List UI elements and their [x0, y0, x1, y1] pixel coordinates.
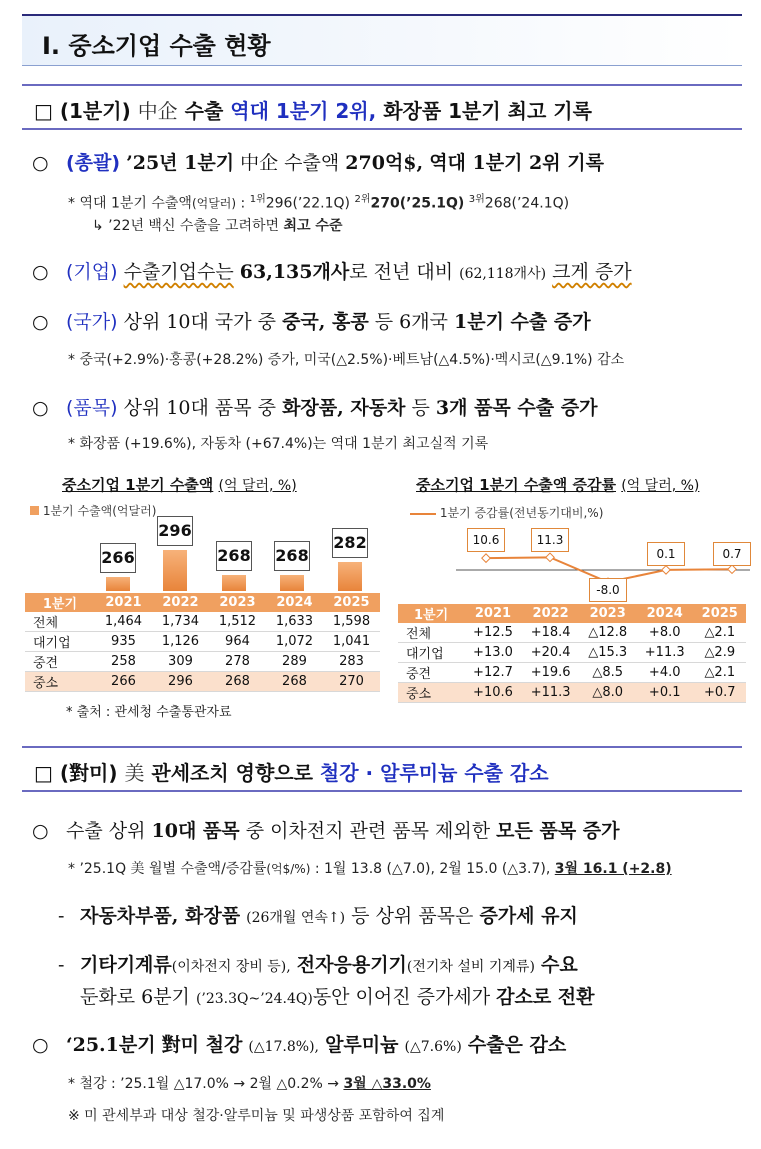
bar-value-label: 268 — [216, 541, 252, 571]
table-header-row — [25, 593, 380, 612]
rank-label: 1위 — [249, 194, 266, 205]
note-text: (억$/%) — [266, 862, 311, 876]
table-cell: +8.0 — [636, 623, 694, 643]
table-cell: △2.1 — [694, 663, 746, 683]
table-cell: 266 — [95, 672, 152, 692]
note-text: 역대 1분기 수출액 — [79, 195, 192, 212]
point-value-label: 10.6 — [467, 528, 505, 552]
bullet-text: 전자응용기기 — [296, 954, 407, 976]
legend-line-icon — [410, 513, 436, 515]
table-cell: 268 — [266, 672, 323, 692]
right-chart-title — [416, 474, 699, 495]
bullet-text: 역대 1분기 2위 기록 — [429, 152, 604, 174]
bullet-text: 알루미늄 — [325, 1034, 399, 1056]
table-cell: 258 — [95, 652, 152, 672]
table-row — [398, 683, 746, 703]
note-text: ↳ ’22년 백신 수출을 고려하면 — [92, 218, 280, 234]
table-cell: △2.9 — [694, 643, 746, 663]
bullet-label: (기업) — [66, 261, 118, 283]
note-star: * — [68, 436, 75, 452]
table-header-year: 2025 — [323, 593, 380, 612]
note-text: 중국(+2.9%)·홍콩(+28.2%) 증가, 미국(△2.5%)·베트남(△4.5%)·멕시코(△9.1%) 감소 — [79, 352, 625, 368]
bullet-label: (총괄) — [66, 152, 121, 174]
table-header-year: 2025 — [694, 604, 746, 623]
bullet-products — [32, 393, 597, 420]
bar-2023 — [222, 575, 246, 591]
table-row-label: 중견 — [25, 652, 95, 672]
table-row — [398, 623, 746, 643]
rank-label: 2위 — [354, 194, 371, 205]
note-record — [68, 190, 569, 213]
bullet-text: 감소로 전환 — [496, 986, 595, 1008]
table-row-label: 전체 — [398, 623, 464, 643]
table-cell: +11.3 — [636, 643, 694, 663]
bullet-text: 크게 증가 — [552, 261, 632, 283]
bullet-text: 로 전년 대비 — [349, 261, 454, 283]
section-heading-2 — [22, 746, 742, 792]
rank-value: 268(’24.1Q) — [484, 195, 570, 212]
s2-bullet-steel — [32, 1030, 566, 1057]
left-chart-legend — [30, 502, 156, 519]
bullet-text: 수출은 감소 — [467, 1034, 567, 1056]
bullet-text: 화장품, 자동차 — [282, 397, 406, 419]
table-cell: +18.4 — [522, 623, 580, 643]
table-cell: 1,734 — [152, 612, 209, 632]
bullet-text: (△17.8%), — [248, 1039, 320, 1055]
table-cell: +12.7 — [464, 663, 522, 683]
table-header-year: 2021 — [95, 593, 152, 612]
point-value-label: -8.0 — [589, 578, 627, 602]
section-tag2: 中企 — [137, 99, 178, 123]
section-part1: 수출 — [184, 99, 224, 123]
bullet-text: 중국, 홍콩 — [282, 311, 369, 333]
note-text: : — [236, 195, 250, 212]
left-chart-title-text: 중소기업 1분기 수출액 — [62, 476, 214, 494]
bullet-summary — [32, 148, 604, 175]
table-header-year: 2023 — [209, 593, 266, 612]
bullet-text: 對미 철강 — [161, 1034, 243, 1056]
dash-mark: - — [58, 905, 65, 927]
point-2024 — [662, 566, 670, 574]
section-part3: 화장품 1분기 최고 기록 — [383, 99, 592, 123]
note-star: * — [68, 195, 75, 212]
table-cell: 1,512 — [209, 612, 266, 632]
bullet-mark: ○ — [32, 820, 49, 842]
bullet-text: 자동차부품, 화장품 — [80, 905, 241, 927]
table-header-label: 1분기 — [398, 604, 464, 623]
page-title: Ⅰ. 중소기업 수출 현황 — [42, 32, 271, 60]
bullet-text: 1분기 수출 증가 — [454, 311, 591, 333]
bar-2024 — [280, 575, 304, 591]
table-cell: +4.0 — [636, 663, 694, 683]
table-cell: +20.4 — [522, 643, 580, 663]
bullet-mark: ○ — [32, 397, 49, 419]
bar-value-label: 282 — [332, 528, 368, 558]
right-line-chart — [400, 520, 750, 604]
section-part2: 역대 1분기 2위, — [230, 99, 377, 123]
table-row — [25, 612, 380, 632]
table-cell: △12.8 — [579, 623, 635, 643]
bullet-text: 270억$, — [345, 152, 424, 174]
rank-value: 270(’25.1Q) — [370, 195, 465, 212]
section-part2: 철강 · 알루미늄 수출 감소 — [319, 761, 549, 785]
note-products — [68, 433, 488, 453]
section-box-mark: □ — [34, 99, 53, 123]
bullet-text: (△7.6%) — [404, 1039, 462, 1055]
table-row — [25, 672, 380, 692]
bullet-text: 수출 상위 — [66, 820, 146, 842]
table-row — [25, 652, 380, 672]
note-vaccine — [92, 215, 342, 235]
note-scope: ※ 미 관세부과 대상 철강·알루미늄 및 파생상품 포함하여 집계 — [68, 1108, 445, 1124]
section-tag: (1분기) — [59, 99, 131, 123]
bullet-text: 기타기계류 — [80, 954, 172, 976]
bullet-text: 둔화로 6분기 — [80, 986, 190, 1008]
bullet-countries — [32, 307, 591, 334]
note-text: : 1월 13.8 (△7.0), 2월 15.0 (△3.7), — [310, 861, 551, 877]
table-cell: 309 — [152, 652, 209, 672]
table-header-year: 2022 — [152, 593, 209, 612]
table-cell: 270 — [323, 672, 380, 692]
bullet-text: 중 이차전지 관련 품목 제외한 — [245, 820, 491, 842]
table-header-year: 2023 — [579, 604, 635, 623]
table-cell: △8.0 — [579, 683, 635, 703]
bar-value-label: 268 — [274, 541, 310, 571]
table-cell: △15.3 — [579, 643, 635, 663]
bullet-mark: ○ — [32, 261, 49, 283]
table-cell: 283 — [323, 652, 380, 672]
right-data-table — [398, 604, 746, 703]
note-text: 화장품 (+19.6%), 자동차 (+67.4%)는 역대 1분기 최고실적 기록 — [79, 436, 489, 452]
left-legend-label: 1분기 수출액(억달러) — [42, 504, 157, 518]
table-header-year: 2021 — [464, 604, 522, 623]
bullet-text: 63,135개사 — [239, 261, 350, 283]
table-cell: 1,464 — [95, 612, 152, 632]
point-2022 — [546, 553, 554, 561]
table-row — [398, 643, 746, 663]
note-countries — [68, 349, 624, 369]
table-cell: 1,598 — [323, 612, 380, 632]
section-box-mark: □ — [34, 761, 53, 785]
table-cell: △2.1 — [694, 623, 746, 643]
table-row-label: 전체 — [25, 612, 95, 632]
note-star: * — [68, 352, 75, 368]
bullet-text: (전기차 설비 기계류) — [406, 959, 535, 975]
point-value-label: 0.7 — [713, 542, 751, 566]
bullet-text: 등 상위 품목은 — [351, 905, 474, 927]
table-row-label: 중견 — [398, 663, 464, 683]
bullet-text: (’23.3Q~’24.4Q) — [195, 991, 313, 1007]
bullet-text: 동안 이어진 증가세가 — [312, 986, 491, 1008]
bullet-text: ‘25.1분기 — [66, 1034, 156, 1056]
table-cell: 1,126 — [152, 632, 209, 652]
s2-bullet-top10 — [32, 816, 620, 843]
bar-2022 — [163, 550, 187, 591]
point-value-label: 0.1 — [647, 542, 685, 566]
right-legend-label: 1분기 증감률(전년동기대비,%) — [439, 506, 604, 520]
table-row-label: 중소 — [398, 683, 464, 703]
table-row-label: 대기업 — [398, 643, 464, 663]
bullet-text: (62,118개사) — [459, 266, 547, 282]
table-header-year: 2024 — [266, 593, 323, 612]
bullet-text: 등 6개국 — [374, 311, 448, 333]
table-header-label: 1분기 — [25, 593, 95, 612]
point-2025 — [728, 565, 736, 573]
rank-label: 3위 — [468, 194, 485, 205]
table-row-label: 중소 — [25, 672, 95, 692]
note-star: * — [68, 1076, 75, 1092]
table-header-year: 2022 — [522, 604, 580, 623]
note-monthly — [68, 858, 672, 878]
legend-swatch-icon — [30, 506, 39, 515]
bar-2025 — [338, 562, 362, 591]
bullet-text: 상위 10대 국가 중 — [123, 311, 277, 333]
bar-2021 — [106, 577, 130, 591]
table-cell: +11.3 — [522, 683, 580, 703]
page-title-bar — [22, 14, 742, 66]
bullet-text: 수요 — [540, 954, 578, 976]
table-cell: +12.5 — [464, 623, 522, 643]
bullet-companies — [32, 257, 632, 284]
table-cell: 1,072 — [266, 632, 323, 652]
note-text: (억달러) — [191, 196, 237, 211]
bullet-text: 10대 품목 — [151, 820, 240, 842]
note-text: ’25.1Q 美 월별 수출액/증감률 — [79, 861, 267, 877]
section-tag: (對미) — [59, 761, 118, 785]
note-text: 3월 △33.0% — [343, 1076, 431, 1092]
note-text: 최고 수준 — [283, 218, 343, 234]
table-cell: +0.1 — [636, 683, 694, 703]
section-tag2: 美 — [124, 761, 145, 785]
bullet-text: ’25년 1분기 — [126, 152, 235, 174]
table-cell: 964 — [209, 632, 266, 652]
bullet-text: 상위 10대 품목 중 — [123, 397, 277, 419]
table-cell: 296 — [152, 672, 209, 692]
rank-value: 296(’22.1Q) — [265, 195, 351, 212]
s2-dash-2-cont — [80, 982, 595, 1009]
table-cell: +19.6 — [522, 663, 580, 683]
table-cell: 289 — [266, 652, 323, 672]
note-text: 3월 16.1 (+2.8) — [554, 861, 672, 877]
table-cell: +10.6 — [464, 683, 522, 703]
note-text: 철강 : ’25.1월 △17.0% → 2월 △0.2% → — [79, 1076, 339, 1092]
table-header-year: 2024 — [636, 604, 694, 623]
bullet-mark: ○ — [32, 1034, 49, 1056]
note-steel — [68, 1073, 431, 1093]
table-cell: 278 — [209, 652, 266, 672]
right-chart-unit: (억 달러, %) — [621, 478, 700, 494]
table-cell: 1,633 — [266, 612, 323, 632]
s2-dash-1 — [58, 901, 578, 928]
dash-mark: - — [58, 954, 65, 976]
bar-value-label: 266 — [100, 543, 136, 573]
bullet-text: (이차전지 장비 등), — [171, 959, 291, 975]
left-chart-unit: (억 달러, %) — [218, 478, 297, 494]
table-row — [25, 632, 380, 652]
bullet-text: 모든 품목 증가 — [496, 820, 620, 842]
bullet-mark: ○ — [32, 152, 49, 174]
table-row-label: 대기업 — [25, 632, 95, 652]
table-header-row — [398, 604, 746, 623]
table-cell: +0.7 — [694, 683, 746, 703]
table-row — [398, 663, 746, 683]
left-chart-title — [62, 474, 297, 495]
table-cell: 268 — [209, 672, 266, 692]
bar-value-label: 296 — [157, 516, 193, 546]
table-cell: 1,041 — [323, 632, 380, 652]
bullet-text: 수출기업수는 — [123, 261, 234, 283]
bullet-text: 증가세 유지 — [479, 905, 578, 927]
table-cell: △8.5 — [579, 663, 635, 683]
point-2021 — [482, 554, 490, 562]
table-cell: +13.0 — [464, 643, 522, 663]
bullet-text: 3개 품목 수출 증가 — [435, 397, 598, 419]
bullet-text: 등 — [411, 397, 430, 419]
table-cell: 935 — [95, 632, 152, 652]
bullet-label: (품목) — [66, 397, 118, 419]
right-chart-title-text: 중소기업 1분기 수출액 증감률 — [416, 476, 616, 494]
point-value-label: 11.3 — [531, 528, 569, 552]
bullet-label: (국가) — [66, 311, 118, 333]
note-star: * — [68, 861, 75, 877]
bullet-mark: ○ — [32, 311, 49, 333]
source-note: * 출처 : 관세청 수출통관자료 — [66, 705, 232, 720]
section-heading-1 — [22, 84, 742, 130]
bullet-text: 中企 수출액 — [240, 152, 340, 174]
section-part1: 관세조치 영향으로 — [151, 761, 313, 785]
left-data-table — [25, 593, 380, 692]
s2-dash-2 — [58, 950, 578, 977]
bullet-text: (26개월 연속↑) — [246, 910, 346, 926]
right-chart-legend — [410, 504, 603, 521]
